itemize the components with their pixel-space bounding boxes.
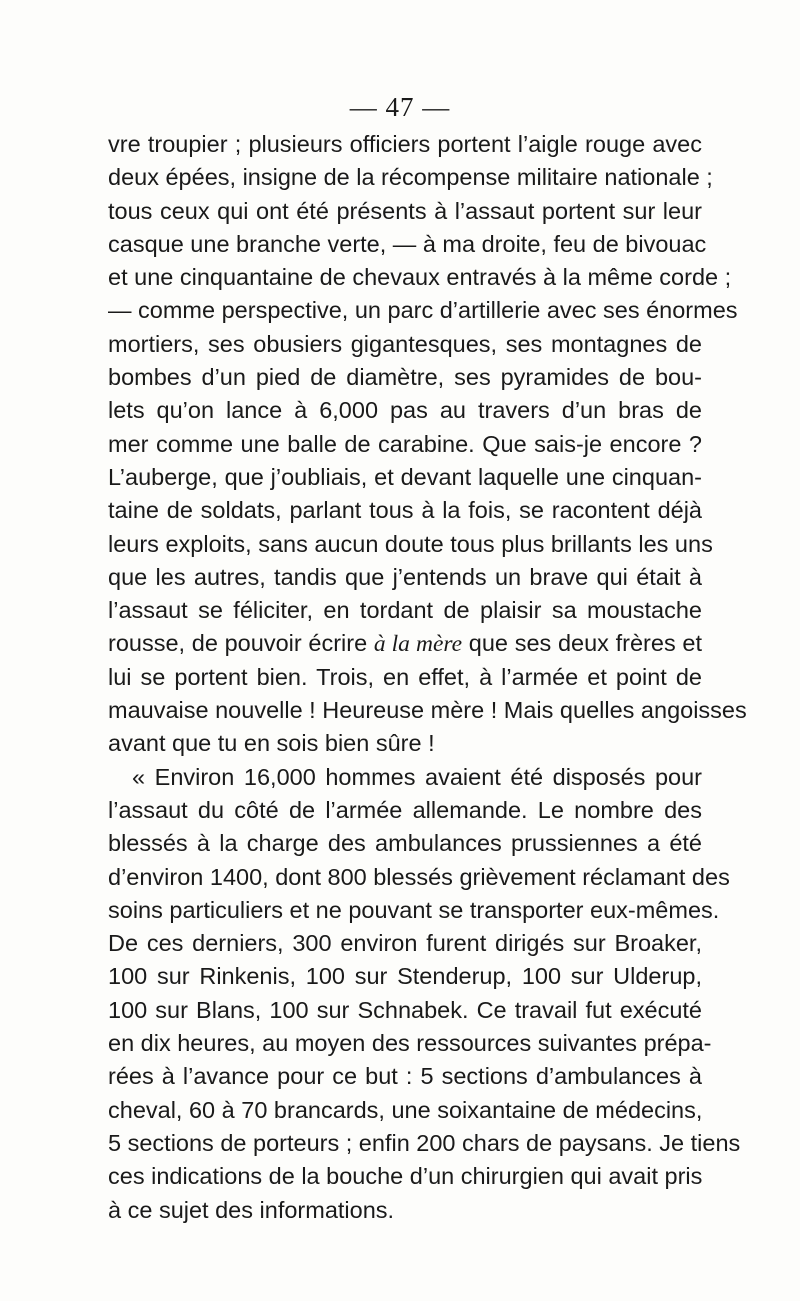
text-line: ces indications de la bouche d’un chirurgien qui avait pris bbox=[108, 1163, 703, 1190]
text-line: vre troupier ; plusieurs officiers portent l’aigle rouge avec bbox=[108, 131, 702, 157]
text-line: soins particuliers et ne pouvant se transporter eux-mêmes. bbox=[108, 896, 720, 923]
page-number: — 47 — bbox=[349, 92, 451, 122]
italic-phrase: à la mère bbox=[373, 631, 463, 658]
text-line: l’assaut du côté de l’armée allemande. Le nombre des bbox=[108, 796, 702, 823]
text-line: — comme perspective, un parc d’artillerie avec ses énormes bbox=[108, 297, 738, 324]
text-line: leurs exploits, sans aucun doute tous plus brillants les uns bbox=[108, 530, 713, 557]
text-line-with-italic bbox=[108, 627, 702, 660]
text-segment: rousse, de pouvoir écrire bbox=[108, 630, 374, 657]
text-line: et une cinquantaine de chevaux entravés à la même corde ; bbox=[108, 264, 732, 291]
text-line: l’assaut se féliciter, en tordant de plaisir sa moustache bbox=[108, 597, 702, 624]
text-line: L’auberge, que j’oubliais, et devant laquelle une cinquan- bbox=[108, 463, 702, 490]
text-line: tous ceux qui ont été présents à l’assaut portent sur leur bbox=[108, 197, 702, 224]
text-line: 100 sur Rinkenis, 100 sur Stenderup, 100 sur Ulderup, bbox=[108, 963, 702, 990]
text-line: cheval, 60 à 70 brancards, une soixantaine de médecins, bbox=[108, 1096, 703, 1123]
text-line: que les autres, tandis que j’entends un brave qui était à bbox=[108, 563, 702, 590]
text-line: mortiers, ses obusiers gigantesques, ses montagnes de bbox=[108, 330, 702, 357]
text-line: 100 sur Blans, 100 sur Schnabek. Ce travail fut exécuté bbox=[108, 996, 702, 1023]
paragraph-end-line: à ce sujet des informations. bbox=[108, 1196, 395, 1223]
text-segment: que ses deux frères et bbox=[462, 630, 702, 657]
text-line: blessés à la charge des ambulances prussiennes a été bbox=[108, 830, 702, 857]
body-text bbox=[108, 128, 747, 1227]
text-line: bombes d’un pied de diamètre, ses pyramides de bou- bbox=[108, 364, 702, 391]
text-line: rées à l’avance pour ce but : 5 sections d’ambulances à bbox=[108, 1063, 702, 1090]
text-line: casque une branche verte, — à ma droite, feu de bivouac bbox=[108, 230, 707, 257]
paragraph-start-line: « Environ 16,000 hommes avaient été disposés pour bbox=[132, 763, 702, 790]
text-line: mer comme une balle de carabine. Que sais-je encore ? bbox=[108, 430, 702, 457]
text-line: taine de soldats, parlant tous à la fois, se racontent déjà bbox=[108, 497, 702, 524]
text-line: De ces derniers, 300 environ furent dirigés sur Broaker, bbox=[108, 930, 702, 957]
text-line: deux épées, insigne de la récompense militaire nationale ; bbox=[108, 164, 713, 191]
text-line: 5 sections de porteurs ; enfin 200 chars de paysans. Je tiens bbox=[108, 1129, 741, 1156]
text-line: en dix heures, au moyen des ressources suivantes prépa- bbox=[108, 1030, 712, 1057]
text-line: d’environ 1400, dont 800 blessés grièvement réclamant des bbox=[108, 863, 730, 890]
text-line: lui se portent bien. Trois, en effet, à l’armée et point de bbox=[108, 663, 702, 690]
text-line: lets qu’on lance à 6,000 pas au travers d’un bras de bbox=[108, 397, 702, 424]
text-line: mauvaise nouvelle ! Heureuse mère ! Mais quelles angoisses bbox=[108, 697, 747, 724]
paragraph-end-line: avant que tu en sois bien sûre ! bbox=[108, 730, 435, 757]
